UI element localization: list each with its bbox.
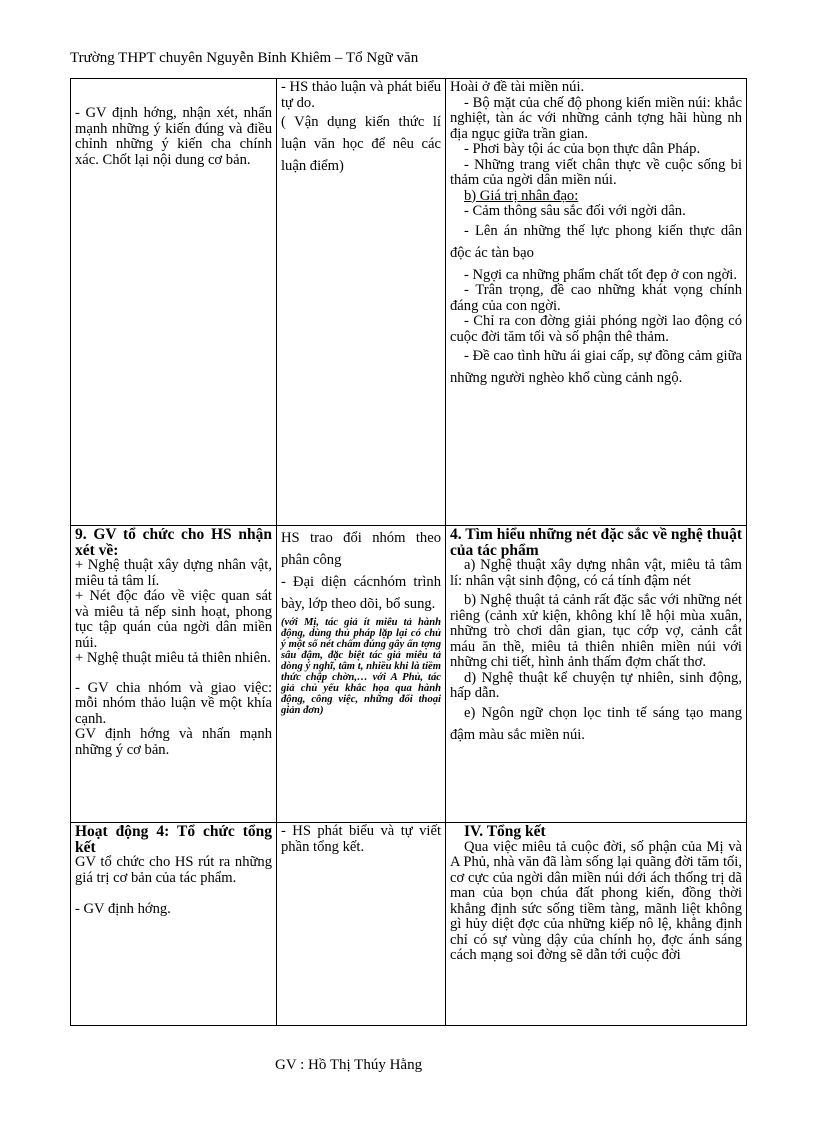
italic-note: (với Mị, tác giả ít miêu tả hành động, dùng thủ pháp lặp lại có chủ ý một số nét chấm đúng gây ấn tợng sâu đậm, đặc biệt tác giả miêu tả dòng ý nghĩ, tâm t, nhiều khi là tiềm thức chập chờn,… với A Phủ, tác giả chủ yếu khắc họa qua hành động, công việc, những đối thoại giản đơn) — [281, 617, 441, 716]
section-heading-text: b) Giá trị nhân đạo: — [464, 187, 579, 204]
cell-text: HS trao đổi nhóm theo phân công — [281, 530, 441, 568]
cell-text: - GV định hớng. — [75, 901, 171, 917]
cell-text: Hoài ở đề tài miền núi. — [450, 79, 585, 95]
table-row — [71, 79, 747, 526]
content-cell — [446, 823, 747, 1026]
cell-text: e) Ngôn ngữ chọn lọc tinh tế sáng tạo mang đậm màu sắc miền núi. — [450, 704, 742, 743]
teacher-activity-cell — [71, 823, 277, 1026]
cell-text: - GV định hớng, nhận xét, nhấn mạnh những ý kiến đúng và điều chỉnh những ý kiến cha chính xác. Chốt lại nội dung cơ bản. — [75, 105, 272, 168]
cell-text: - Đại diện cácnhóm trình bày, lớp theo dõi, bổ sung. — [281, 574, 441, 612]
cell-text: ( Vận dụng kiến thức lí luận văn học để nêu các luận điểm) — [281, 114, 441, 174]
cell-text: GV tổ chức cho HS rút ra những giá trị cơ bản của tác phẩm. — [75, 854, 272, 886]
student-activity-cell — [277, 823, 446, 1026]
table-row — [71, 823, 747, 1026]
table-row — [71, 526, 747, 823]
content-cell — [446, 526, 747, 823]
cell-text: + Nghệ thuật xây dựng nhân vật, miêu tả tâm lí. — [75, 557, 272, 589]
cell-text: b) Nghệ thuật tả cảnh rất đặc sắc với những nét riêng (cảnh xử kiện, không khí lễ hội mùa xuân, những trò chơi dân gian, tục cớp vợ, cảnh cắt máu ăn thề, miêu tả thiên nhiên miền núi với những chi tiết, hình ảnh thấm đợm chất thơ. — [450, 592, 742, 670]
cell-text: - Ngợi ca những phẩm chất tốt đẹp ở con ngời. — [464, 266, 738, 283]
cell-text: - HS phát biểu và tự viết phần tổng kết. — [281, 823, 441, 855]
cell-text: - Đề cao tình hữu ái giai cấp, sự đồng cảm giữa những người nghèo khổ cùng cảnh ngộ. — [450, 348, 742, 386]
content-cell — [446, 79, 747, 526]
page-footer: GV : Hồ Thị Thúy Hằng — [275, 1057, 423, 1073]
cell-text: - Cảm thông sâu sắc đối với ngời dân. — [464, 203, 686, 219]
cell-heading: Hoạt động 4: Tổ chức tổng kết — [75, 823, 272, 856]
cell-text: - HS thảo luận và phát biểu tự do. — [281, 79, 441, 111]
cell-text: a) Nghệ thuật xây dựng nhân vật, miêu tả tâm lí: nhân vật sinh động, có cá tính đậm nét — [450, 557, 742, 589]
cell-text: - Phơi bày tội ác của bọn thực dân Pháp. — [464, 141, 701, 157]
student-activity-cell — [277, 526, 446, 823]
cell-heading: 4. Tìm hiểu những nét đặc sắc về nghệ thuật của tác phẩm — [450, 526, 742, 559]
cell-heading: IV. Tổng kết — [464, 823, 546, 840]
lesson-table — [70, 78, 747, 1026]
section-heading — [450, 189, 742, 205]
teacher-activity-cell — [71, 526, 277, 823]
cell-text: - GV chia nhóm và giao việc: mỗi nhóm thảo luận về một khía cạnh. — [75, 679, 272, 727]
cell-text: + Nét độc đáo về việc quan sát và miêu tả nếp sinh hoạt, phong tục tập quán của ngời dân miền núi. — [75, 588, 272, 651]
cell-text: - Những trang viết chân thực về cuộc sống bi thảm của ngời dân miền núi. — [450, 156, 742, 188]
teacher-activity-cell — [71, 79, 277, 526]
student-activity-cell — [277, 79, 446, 526]
cell-text: - Bộ mặt của chế độ phong kiến miền núi: khắc nghiệt, tàn ác với những cảnh tợng hãi hùng nh địa ngục giữa trần gian. — [450, 94, 742, 142]
page-header: Trường THPT chuyên Nguyễn Bỉnh Khiêm – Tổ Ngữ văn — [70, 50, 419, 66]
cell-text: - Lên án những thế lực phong kiến thực dân độc ác tàn bạo — [450, 222, 742, 261]
cell-heading: 9. GV tổ chức cho HS nhận xét về: — [75, 526, 272, 559]
cell-text: - Trân trọng, đề cao những khát vọng chính đáng của con ngời. — [450, 282, 742, 314]
cell-text: - Chỉ ra con đờng giải phóng ngời lao động có cuộc đời tăm tối và số phận thê thảm. — [450, 313, 742, 345]
cell-text: Qua việc miêu tả cuộc đời, số phận của Mị và A Phủ, nhà văn đã làm sống lại quãng đời tăm tối, cơ cực của ngời dân miền núi dới ách thống trị dã man của bọn chúa đất phong kiến, đồng thời khẳng định sức sống tiềm tàng, mãnh liệt không gì hủy diệt đợc của những kiếp nô lệ, khẳng định chỉ có sự vùng dậy của chính họ, đợc ánh sáng cách mạng soi đờng sẽ dẫn tới cuộc đời — [450, 838, 742, 963]
cell-text: d) Nghệ thuật kể chuyện tự nhiên, sinh động, hấp dẫn. — [450, 669, 742, 701]
cell-text: + Nghệ thuật miêu tả thiên nhiên. — [75, 650, 271, 666]
cell-text: GV định hớng và nhấn mạnh những ý cơ bản. — [75, 726, 272, 758]
